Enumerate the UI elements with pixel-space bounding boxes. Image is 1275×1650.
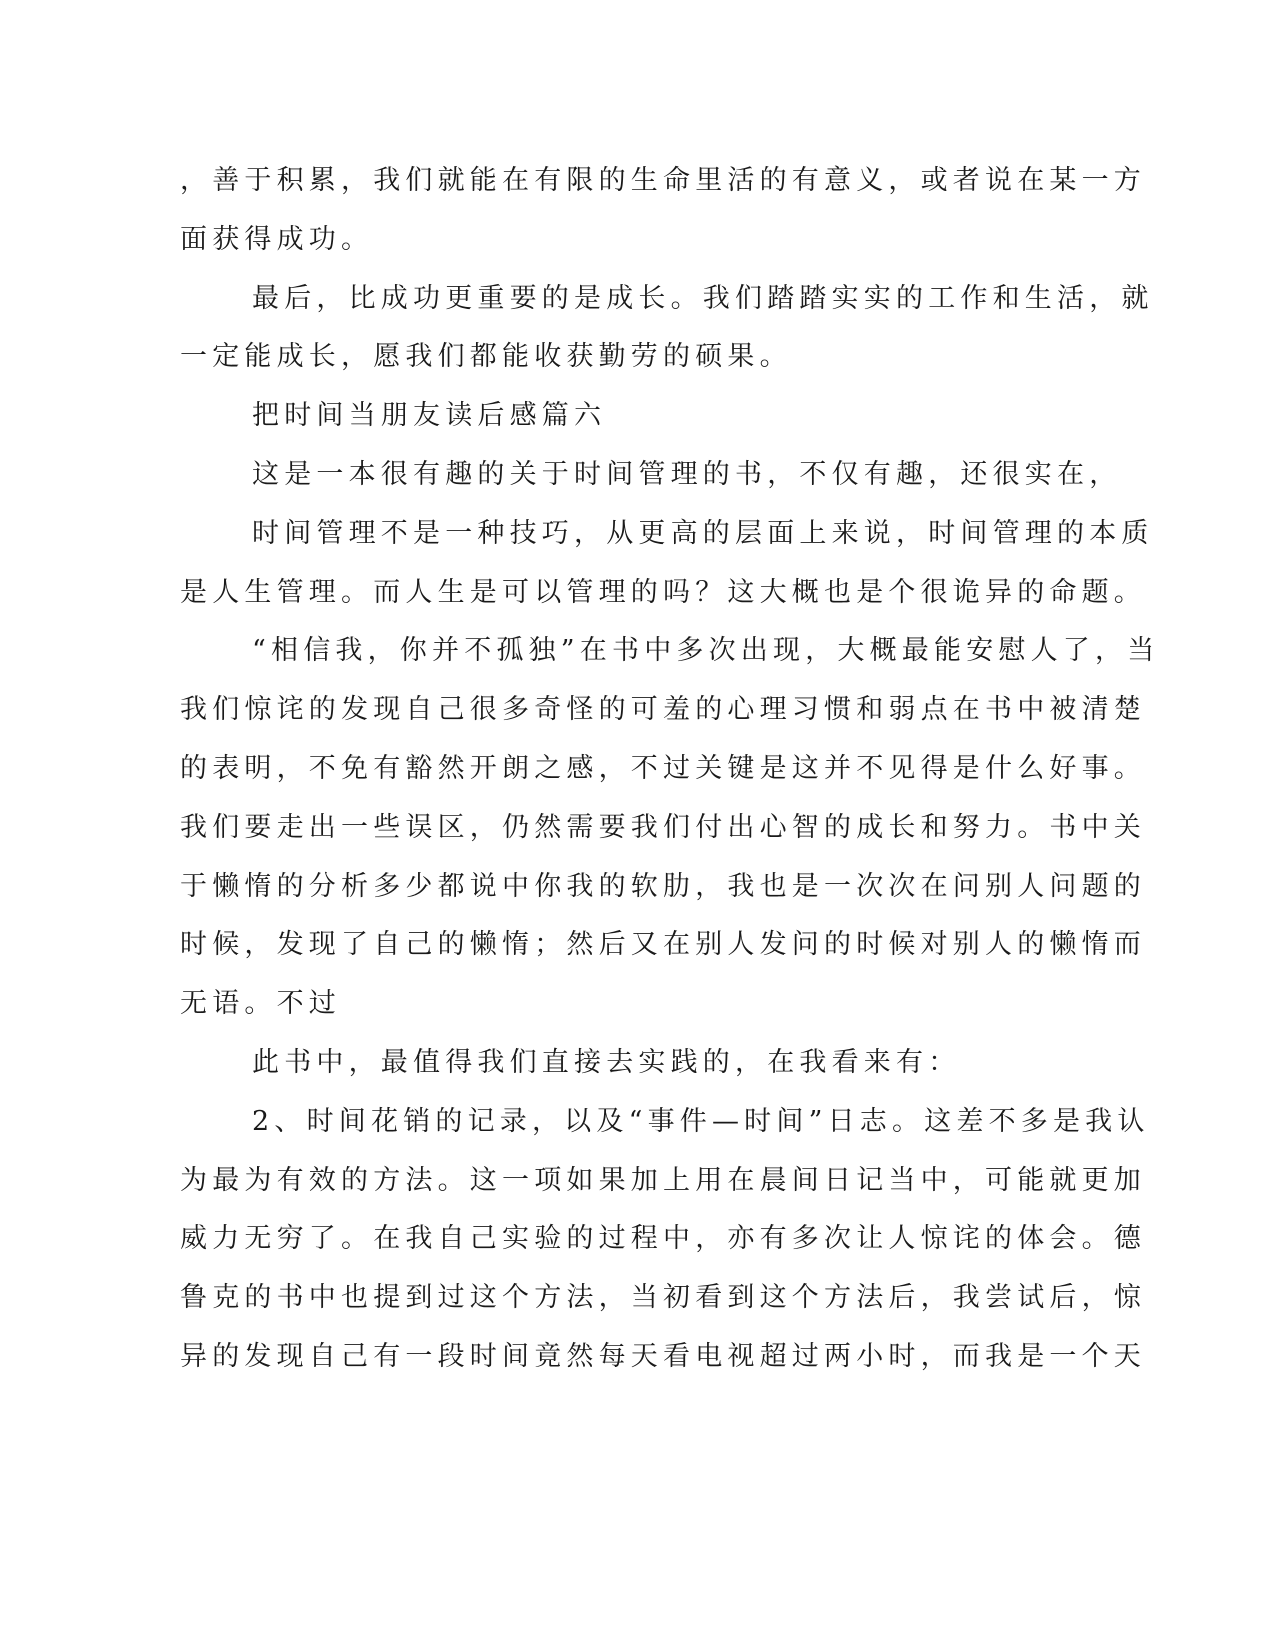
text-line: 2、时间花销的记录，以及“事件—时间”日志。这差不多是我认 xyxy=(252,1105,1150,1137)
text-line: 异的发现自己有一段时间竟然每天看电视超过两小时，而我是一个天 xyxy=(180,1340,1146,1372)
text-line: 无语。不过 xyxy=(180,988,341,1020)
text-line: ，善于积累，我们就能在有限的生命里活的有意义，或者说在某一方 xyxy=(180,165,1146,196)
text-line: 为最为有效的方法。这一项如果加上用在晨间日记当中，可能就更加 xyxy=(180,1164,1146,1196)
section-heading: 把时间当朋友读后感篇六 xyxy=(252,400,607,432)
text-line: 时间管理不是一种技巧，从更高的层面上来说，时间管理的本质 xyxy=(252,517,1154,549)
text-line: 最后，比成功更重要的是成长。我们踏踏实实的工作和生活，就 xyxy=(252,282,1154,314)
text-line: 时候，发现了自己的懒惰；然后又在别人发问的时候对别人的懒惰而 xyxy=(180,929,1146,961)
document-body xyxy=(180,152,1160,1387)
text-line: 我们要走出一些误区，仍然需要我们付出心智的成长和努力。书中关 xyxy=(180,811,1146,843)
text-line: “相信我，你并不孤独”在书中多次出现，大概最能安慰人了，当 xyxy=(252,635,1160,667)
text-line: 威力无穷了。在我自己实验的过程中，亦有多次让人惊诧的体会。德 xyxy=(180,1223,1146,1255)
text-line: 这是一本很有趣的关于时间管理的书，不仅有趣，还很实在， xyxy=(252,458,1122,490)
text-line: 面获得成功。 xyxy=(180,223,374,255)
text-line: 我们惊诧的发现自己很多奇怪的可羞的心理习惯和弱点在书中被清楚 xyxy=(180,694,1146,726)
text-line: 一定能成长，愿我们都能收获勤劳的硕果。 xyxy=(180,341,792,373)
text-line: 于懒惰的分析多少都说中你我的软肋，我也是一次次在问别人问题的 xyxy=(180,870,1146,902)
text-line: 此书中，最值得我们直接去实践的，在我看来有： xyxy=(252,1046,961,1078)
text-line: 是人生管理。而人生是可以管理的吗？这大概也是个很诡异的命题。 xyxy=(180,576,1146,608)
text-line: 的表明，不免有豁然开朗之感，不过关键是这并不见得是什么好事。 xyxy=(180,752,1146,784)
text-line: 鲁克的书中也提到过这个方法，当初看到这个方法后，我尝试后，惊 xyxy=(180,1282,1146,1314)
